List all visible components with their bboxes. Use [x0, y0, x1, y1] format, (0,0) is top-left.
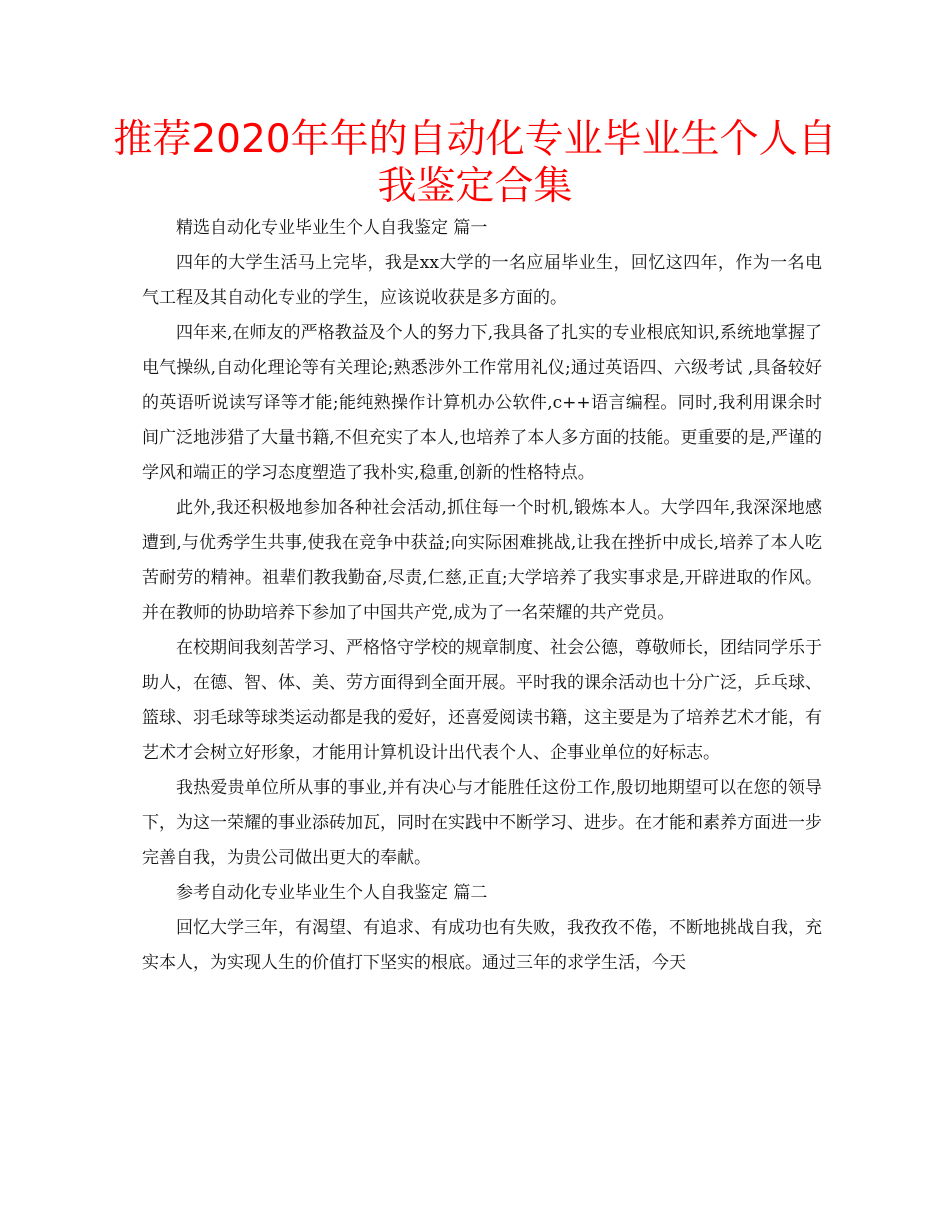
paragraph: 我热爱贵单位所从事的事业,并有决心与才能胜任这份工作,殷切地期望可以在您的领导下，为这一荣耀的事业添砖加瓦，同时在实践中不断学习、进步。在才能和素养方面进一步完善自我，为贵公司做出更大的奉献。 — [142, 778, 822, 868]
paragraph: 此外,我还积极地参加各种社会活动,抓住每一个时机,锻炼本人。大学四年,我深深地感遭到,与优秀学生共事,使我在竞争中获益;向实际困难挑战,让我在挫折中成长,培养了本人吃苦耐劳的精神。祖辈们教我勤奋,尽责,仁慈,正直;大学培养了我实事求是,开辟进取的作风。并在教师的协助培养下参加了中国共产党,成为了一名荣耀的共产党员。 — [142, 498, 822, 623]
section-heading-2: 参考自动化专业毕业生个人自我鉴定 篇二 — [176, 883, 488, 903]
paragraph: 四年来,在师友的严格教益及个人的努力下,我具备了扎实的专业根底知识,系统地掌握了电气操纵,自动化理论等有关理论;熟悉涉外工作常用礼仪;通过英语四、六级考试 ,具备较好的英语听说读写译等才能;能纯熟操作计算机办公软件,c++语言编程。同时,我利用课余时间广泛地涉猎了大量书籍,不但充实了本人,也培养了本人多方面的技能。更重要的是,严谨的学风和端正的学习态度塑造了我朴实,稳重,创新的性格特点。 — [142, 323, 822, 483]
document-body — [142, 211, 822, 981]
document-title: 推荐2020年年的自动化专业毕业生个人自我鉴定合集 — [113, 117, 837, 209]
section-heading-1: 精选自动化专业毕业生个人自我鉴定 篇一 — [176, 218, 488, 238]
paragraph: 四年的大学生活马上完毕，我是xx大学的一名应届毕业生，回忆这四年，作为一名电气工程及其自动化专业的学生，应该说收获是多方面的。 — [142, 253, 822, 308]
paragraph: 在校期间我刻苦学习、严格恪守学校的规章制度、社会公德，尊敬师长，团结同学乐于助人，在德、智、体、美、劳方面得到全面开展。平时我的课余活动也十分广泛，乒乓球、篮球、羽毛球等球类运动都是我的爱好，还喜爱阅读书籍，这主要是为了培养艺术才能，有艺术才会树立好形象，才能用计算机设计出代表个人、企事业单位的好标志。 — [142, 638, 822, 763]
paragraph: 回忆大学三年，有渴望、有追求、有成功也有失败，我孜孜不倦，不断地挑战自我，充实本人，为实现人生的价值打下坚实的根底。通过三年的求学生活，今天 — [142, 918, 822, 973]
